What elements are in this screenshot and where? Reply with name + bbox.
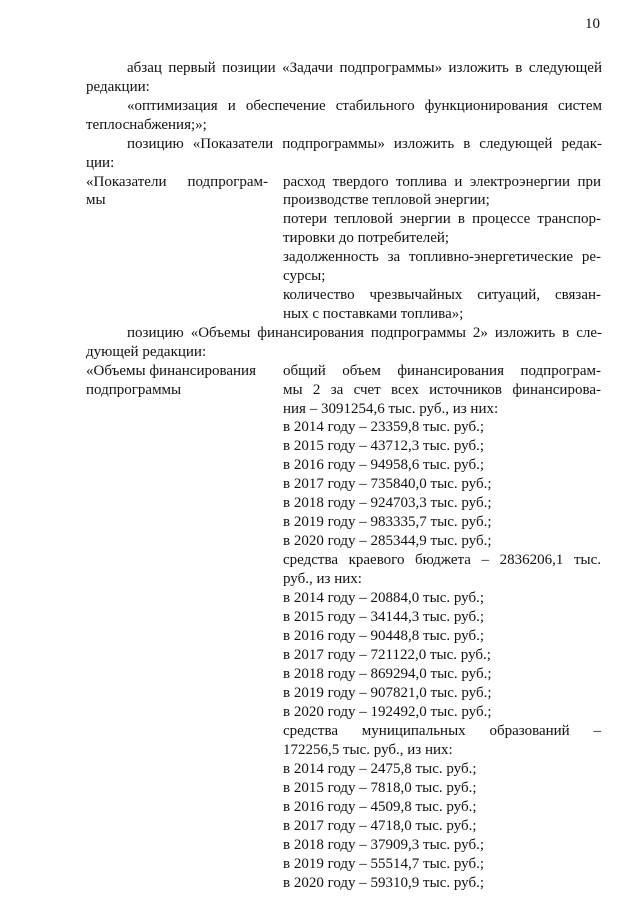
text-line: позицию «Объемы финансирования подпрограммы 2» изложить в сле- <box>127 325 602 341</box>
text-line: в 2017 году – 721122,0 тыс. руб.; <box>283 647 491 663</box>
text-line: в 2020 году – 59310,9 тыс. руб.; <box>283 875 485 891</box>
text-line: мы <box>86 192 106 208</box>
text-line: подпрограммы <box>86 382 182 398</box>
text-line: производстве тепловой энергии; <box>283 192 490 208</box>
text-line: в 2014 году – 2475,8 тыс. руб.; <box>283 761 477 777</box>
text-line: в 2020 году – 285344,9 тыс. руб.; <box>283 533 492 549</box>
text-line: ции: <box>86 155 115 171</box>
text-line: потери тепловой энергии в процессе транспор- <box>283 211 601 227</box>
text-line: в 2016 году – 90448,8 тыс. руб.; <box>283 628 485 644</box>
text-line: количество чрезвычайных ситуаций, связан- <box>283 287 601 303</box>
text-line: в 2019 году – 55514,7 тыс. руб.; <box>283 856 485 872</box>
text-line: в 2014 году – 20884,0 тыс. руб.; <box>283 590 485 606</box>
text-line: в 2019 году – 907821,0 тыс. руб.; <box>283 685 492 701</box>
text-line: в 2018 году – 869294,0 тыс. руб.; <box>283 666 492 682</box>
text-line: «Показатели подпрограм- <box>86 174 268 190</box>
text-line: дующей редакции: <box>86 344 207 360</box>
text-line: в 2020 году – 192492,0 тыс. руб.; <box>283 704 492 720</box>
text-line: теплоснабжения;»; <box>86 117 207 133</box>
text-line: средства краевого бюджета – 2836206,1 тыс. <box>283 552 601 568</box>
text-line: «Объемы финансирования <box>86 363 256 379</box>
text-line: в 2018 году – 924703,3 тыс. руб.; <box>283 495 492 511</box>
text-line: позицию «Показатели подпрограммы» изложить в следующей редак- <box>127 136 602 152</box>
text-line: расход твердого топлива и электроэнергии при <box>283 174 601 190</box>
text-line: «оптимизация и обеспечение стабильного функционирования систем <box>127 98 602 114</box>
text-line: ных с поставками топлива»; <box>283 306 464 322</box>
text-line: в 2017 году – 4718,0 тыс. руб.; <box>283 818 477 834</box>
text-line: в 2016 году – 94958,6 тыс. руб.; <box>283 457 485 473</box>
text-line: абзац первый позиции «Задачи подпрограммы» изложить в следующей <box>127 60 602 76</box>
text-line: задолженность за топливно-энергетические ре- <box>283 249 601 265</box>
text-line: 172256,5 тыс. руб., из них: <box>283 742 453 758</box>
text-line: редакции: <box>86 79 150 95</box>
text-line: в 2015 году – 7818,0 тыс. руб.; <box>283 780 477 796</box>
text-line: в 2016 году – 4509,8 тыс. руб.; <box>283 799 477 815</box>
text-line: в 2014 году – 23359,8 тыс. руб.; <box>283 419 485 435</box>
text-line: в 2017 году – 735840,0 тыс. руб.; <box>283 476 492 492</box>
text-line: средства муниципальных образований – <box>283 723 601 739</box>
text-line: в 2015 году – 34144,3 тыс. руб.; <box>283 609 485 625</box>
text-line: ния – 3091254,6 тыс. руб., из них: <box>283 401 499 417</box>
text-line: в 2015 году – 43712,3 тыс. руб.; <box>283 438 485 454</box>
text-line: руб., из них: <box>283 571 362 587</box>
text-line: тировки до потребителей; <box>283 230 450 246</box>
text-line: общий объем финансирования подпрограм- <box>283 363 601 379</box>
text-line: в 2018 году – 37909,3 тыс. руб.; <box>283 837 485 853</box>
text-line: сурсы; <box>283 268 326 284</box>
page-number: 10 <box>585 16 600 32</box>
text-line: мы 2 за счет всех источников финансирова- <box>283 382 601 398</box>
text-line: в 2019 году – 983335,7 тыс. руб.; <box>283 514 492 530</box>
